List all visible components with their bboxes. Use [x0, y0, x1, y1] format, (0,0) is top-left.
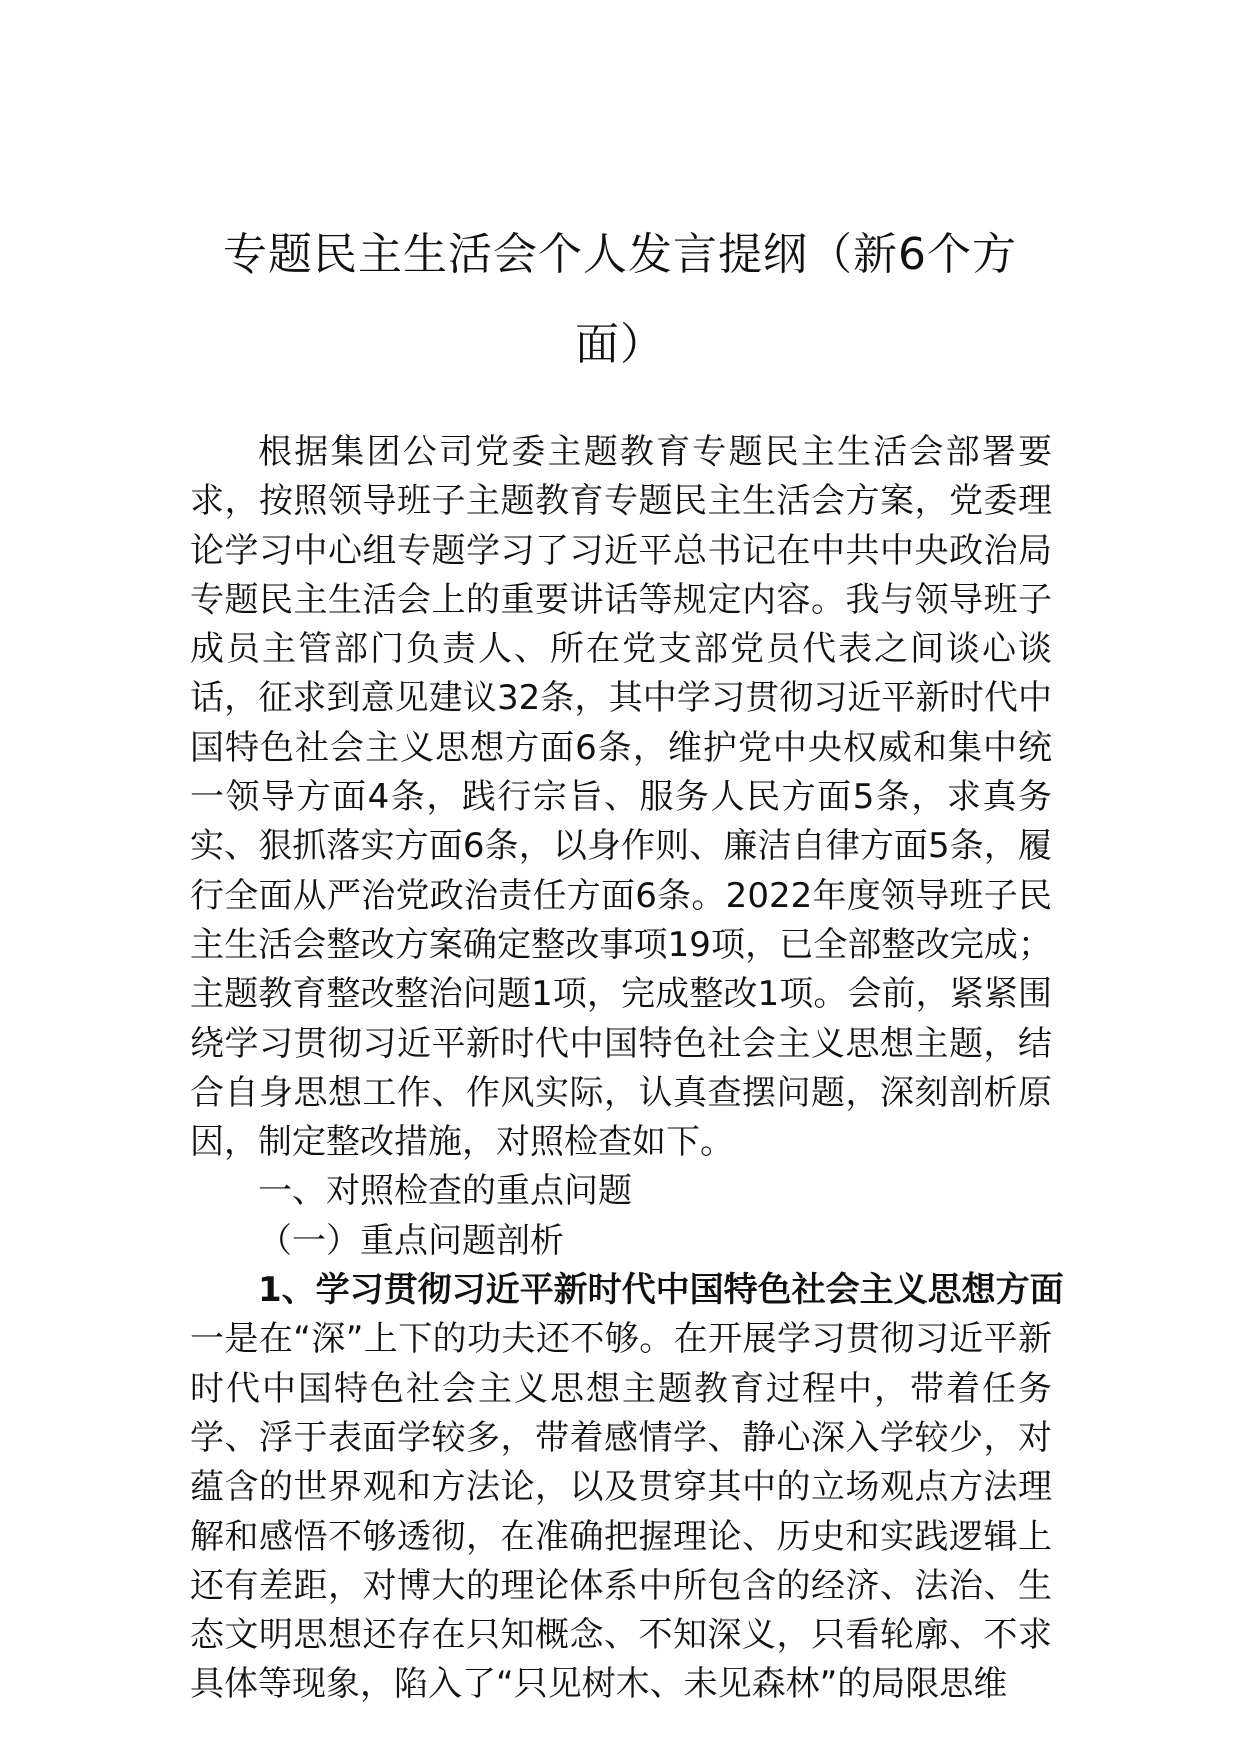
section-heading-1: 一、对照检查的重点问题	[258, 1171, 632, 1212]
document-title	[180, 210, 1060, 390]
title-line-2: 面）	[575, 319, 665, 370]
title-line-1: 专题民主生活会个人发言提纲（新6个方	[223, 229, 1017, 280]
item-paragraph-1: 一是在“深”上下的功夫还不够。在开展学习贯彻习近平新时代中国特色社会主义思想主题教育过程中，带着任务学、浮于表面学较多，带着感情学、静心深入学较少，对蕴含的世界观和方法论，以及贯穿其中的立场观点方法理解和感悟不够透彻，在准确把握理论、历史和实践逻辑上还有差距，对博大的理论体系中所包含的经济、法治、生态文明思想还存在只知概念、不知深义，只看轮廓、不求具体等现象，陷入了“只见树木、未见森林”的局限思维	[190, 1319, 1052, 1705]
subsection-heading-1: （一）重点问题剖析	[258, 1220, 564, 1261]
item-heading-1: 1、学习贯彻习近平新时代中国特色社会主义思想方面	[258, 1270, 1064, 1311]
document-body	[190, 428, 1064, 1710]
intro-paragraph: 根据集团公司党委主题教育专题民主生活会部署要求，按照领导班子主题教育专题民主生活会方案，党委理论学习中心组专题学习了习近平总书记在中共中央政治局专题民主生活会上的重要讲话等规定内容。我与领导班子成员主管部门负责人、所在党支部党员代表之间谈心谈话，征求到意见建议32条，其中学习贯彻习近平新时代中国特色社会主义思想方面6条，维护党中央权威和集中统一领导方面4条，践行宗旨、服务人民方面5条，求真务实、狠抓落实方面6条，以身作则、廉洁自律方面5条，履行全面从严治党政治责任方面6条。2022年度领导班子民主生活会整改方案确定整改事项19项，已全部整改完成；主题教育整改整治问题1项，完成整改1项。会前，紧紧围绕学习贯彻习近平新时代中国特色社会主义思想主题，结合自身思想工作、作风实际，认真查摆问题，深刻剖析原因，制定整改措施，对照检查如下。	[190, 432, 1052, 1163]
